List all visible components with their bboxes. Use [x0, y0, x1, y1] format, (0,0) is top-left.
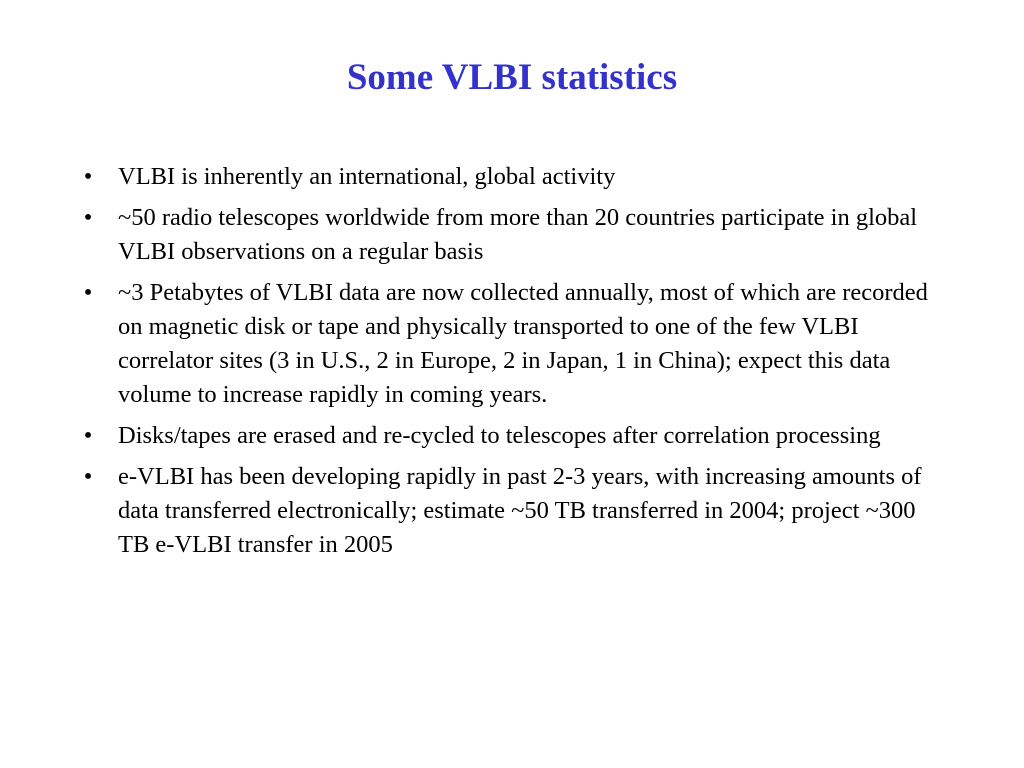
bullet-text: Disks/tapes are erased and re-cycled to telescopes after correlation processing: [118, 422, 881, 449]
bullet-list: [78, 160, 946, 569]
bullet-icon: •: [83, 163, 93, 190]
bullet-icon: •: [83, 463, 93, 490]
bullet-icon: •: [83, 422, 93, 449]
bullet-text: e-VLBI has been developing rapidly in past 2-3 years, with increasing amounts of data transferred electronically; estimate ~50 TB transferred in 2004; project ~300 TB e-VLBI transfer in 2005: [118, 463, 922, 558]
bullet-icon: •: [83, 279, 93, 306]
bullet-text: ~50 radio telescopes worldwide from more than 20 countries participate in global VLBI observations on a regular basis: [118, 204, 918, 265]
bullet-item: [78, 201, 946, 269]
bullet-text: ~3 Petabytes of VLBI data are now collected annually, most of which are recorded on magnetic disk or tape and physically transported to one of the few VLBI correlator sites (3 in U.S., 2 in Europe, 2 in Japan, 1 in China); expect this data volume to increase rapidly in coming years.: [118, 279, 928, 408]
bullet-item: [78, 460, 946, 562]
bullet-item: [78, 419, 946, 453]
bullet-item: [78, 276, 946, 412]
slide-title: Some VLBI statistics: [346, 57, 678, 98]
bullet-text: VLBI is inherently an international, global activity: [118, 163, 616, 190]
bullet-item: [78, 160, 946, 194]
bullet-icon: •: [83, 204, 93, 231]
